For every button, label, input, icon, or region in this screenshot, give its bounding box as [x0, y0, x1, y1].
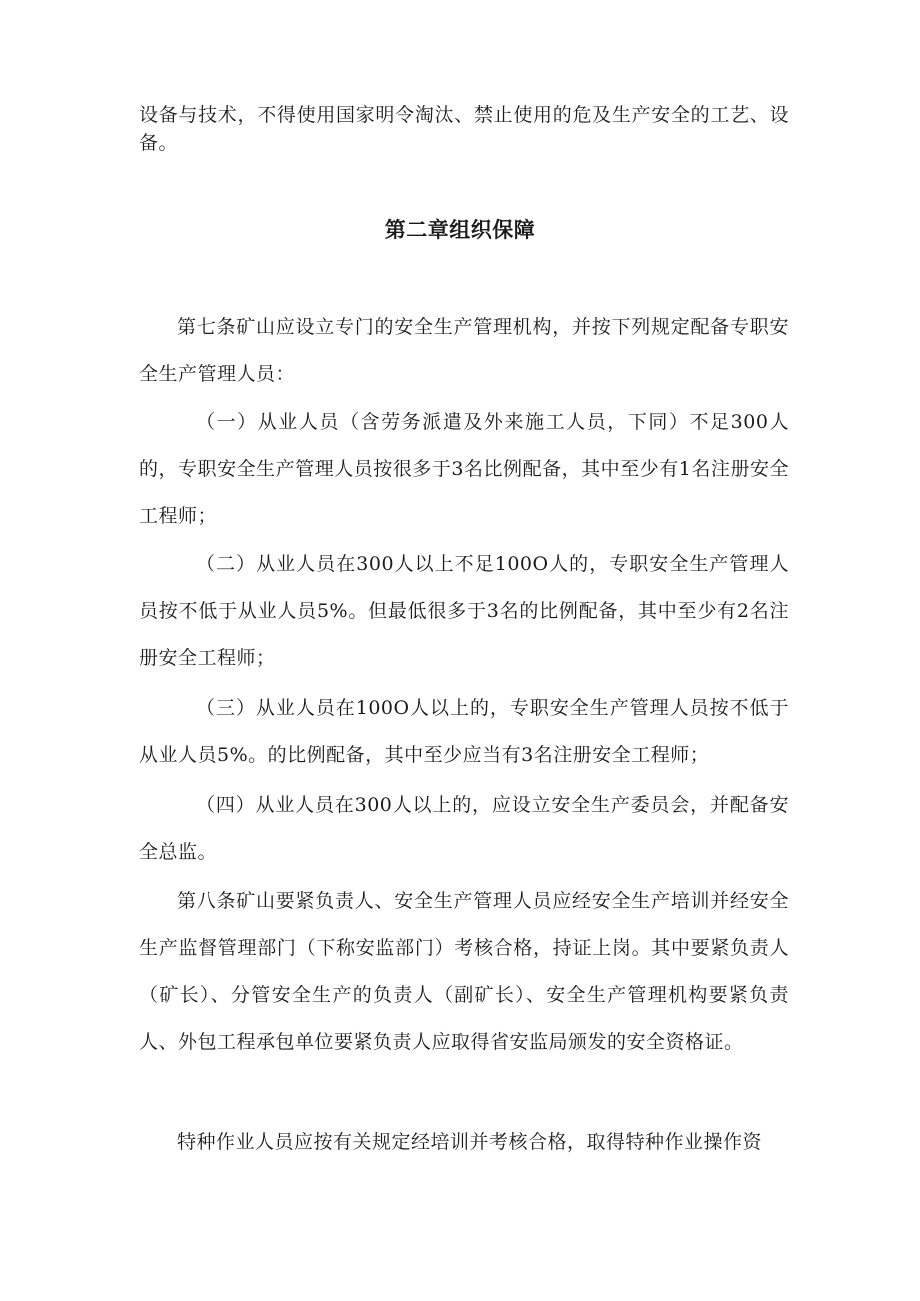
article-7-item-1: （一）从业人员（含劳务派遣及外来施工人员，下同）不足300人的，专职安全生产管理人员按很多于3名比例配备，其中至少有1名注册安全工程师；: [139, 411, 789, 527]
article-7-item-2: （二）从业人员在300人以上不足100O人的，专职安全生产管理人员按不低于从业人员5%。但最低很多于3名的比例配备，其中至少有2名注册安全工程师；: [139, 553, 789, 669]
article-7-paragraph: 第七条矿山应设立专门的安全生产管理机构，并按下列规定配备专职安全生产管理人员：: [139, 316, 789, 385]
special-operations-paragraph: 特种作业人员应按有关规定经培训并考核合格，取得特种作业操作资: [177, 1131, 763, 1153]
article-7-item-4: （四）从业人员在300人以上的，应设立安全生产委员会，并配备安全总监。: [139, 794, 789, 863]
article-8-paragraph: 第八条矿山要紧负责人、安全生产管理人员应经安全生产培训并经安全生产监督管理部门（下称安监部门）考核合格，持证上岗。其中要紧负责人（矿长）、分管安全生产的负责人（副矿长）、安全生产管理机构要紧负责人、外包工程承包单位要紧负责人应取得省安监局颁发的安全资格证。: [139, 890, 789, 1053]
paragraph-continuation: 设备与技术，不得使用国家明令淘汰、禁止使用的危及生产安全的工艺、设备。: [139, 104, 789, 154]
chapter-heading: 第二章组织保障: [384, 218, 536, 242]
article-7-item-3: （三）从业人员在100O人以上的，专职安全生产管理人员按不低于从业人员5%。的比例配备，其中至少应当有3名注册安全工程师；: [139, 697, 789, 766]
